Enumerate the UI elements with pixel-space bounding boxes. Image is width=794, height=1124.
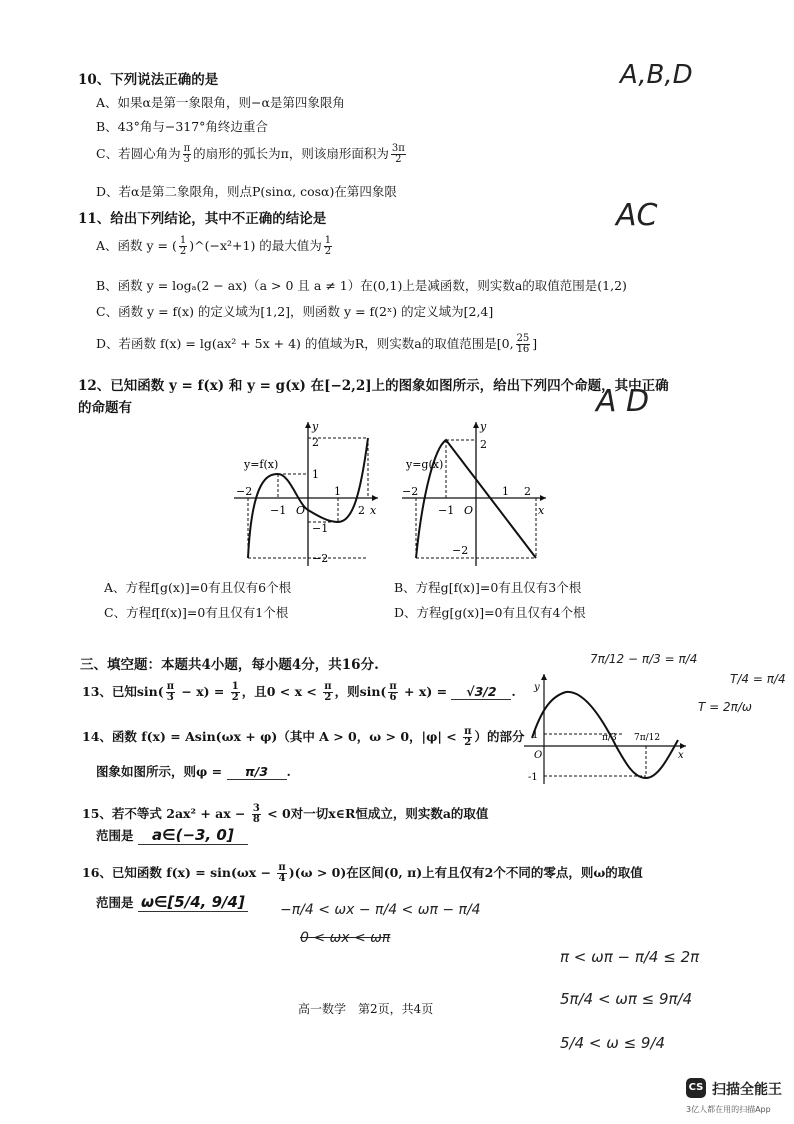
graph-g-x-label: x <box>538 504 545 517</box>
q13-answer: √3/2 <box>451 684 511 700</box>
q12-option-d: D、方程g[g(x)]=0有且仅有4个根 <box>394 605 586 620</box>
q14-graph <box>522 668 690 788</box>
q14-graph-x-label: x <box>678 750 684 761</box>
q14-text: 14、函数 f(x) = Asin(ωx + φ)（其中 A > 0，ω > 0，|φ| < $\frac{\pi}{2}$ ）的部分 <box>82 726 525 748</box>
scanner-tagline: 3亿人都在用的扫描App <box>686 1105 771 1114</box>
q16-answer: ω∈[5/4, 9/4] <box>138 893 248 912</box>
q16-hw-bottom-1: π < ωπ − π/4 ≤ 2π <box>560 948 700 966</box>
graph-f-tick-neg1: −1 <box>270 504 287 517</box>
graph-f-tick-1: 1 <box>334 485 341 498</box>
q12-stem-line2: 的命题有 <box>78 400 132 416</box>
q13-text: 13、已知sin( $\frac{\pi}{3}$ − x) = $\frac{1}{2}$ ，且0 < x < $\frac{\pi}{2}$ ，则sin( $\frac{\pi}{6}$ + x) = √3/2 . <box>82 681 516 703</box>
q14-graph-tick-t1: π/3 <box>602 733 617 743</box>
page-footer: 高一数学 第2页，共4页 <box>298 1002 434 1016</box>
q15-answer: a∈(−3, 0] <box>138 826 248 845</box>
q11-option-b: B、函数 y = logₐ(2 − ax)（a > 0 且 a ≠ 1）在(0,1)上是减函数，则实数a的取值范围是(1,2) <box>96 278 627 293</box>
graph-g-tick-neg2: −2 <box>402 485 419 498</box>
graph-f-tick-2: 2 <box>358 504 365 517</box>
q15-text: 15、若不等式 2ax² + ax − $\frac{3}{8}$ < 0对一切x∈R恒成立，则实数a的取值 <box>82 803 489 825</box>
q12-option-a: A、方程f[g(x)]=0有且仅有6个根 <box>104 580 292 595</box>
q10-option-a: A、如果α是第一象限角，则−α是第四象限角 <box>96 95 345 110</box>
q14-answer: π/3 <box>227 764 287 780</box>
graph-f-label: y=f(x) <box>244 458 279 471</box>
q10-handwritten-answer: A,B,D <box>620 60 693 90</box>
q16-hw-bottom-3: 5/4 < ω ≤ 9/4 <box>560 1034 666 1052</box>
q16-hw-work-1: −π/4 < ωx − π/4 < ωπ − π/4 <box>280 902 481 918</box>
graph-g-origin: O <box>464 504 474 517</box>
graph-f-y-arrow <box>305 422 311 428</box>
q10-stem: 10、下列说法正确的是 <box>78 72 219 88</box>
q14-graph-y-label: y <box>534 682 540 693</box>
q11-handwritten-answer: AC <box>616 198 658 233</box>
q11-stem: 11、给出下列结论，其中不正确的结论是 <box>78 211 327 227</box>
graph-f-tick-yneg2: −2 <box>312 552 329 565</box>
scanner-name: 扫描全能王 <box>712 1082 782 1098</box>
graph-f-tick-yneg1: −1 <box>312 522 329 535</box>
graph-g-tick-yneg2: −2 <box>452 544 469 557</box>
graph-g-x-arrow <box>540 495 546 501</box>
q14-graph-y-arrow <box>541 674 547 680</box>
graph-g-tick-2: 2 <box>524 485 531 498</box>
graph-f-x-arrow <box>372 495 378 501</box>
q10-option-c: C、若圆心角为 $\frac{\pi}{3}$ 的扇形的弧长为π，则该扇形面积为 $\frac{3\pi}{2}$ <box>96 143 405 165</box>
q14-hw-line-3: T = 2π/ω <box>698 700 752 714</box>
q16-text: 16、已知函数 f(x) = sin(ωx − $\frac{\pi}{4}$ )(ω > 0)在区间(0, π)上有且仅有2个不同的零点，则ω的取值 <box>82 862 643 884</box>
graph-g-label: y=g(x) <box>406 458 444 471</box>
q15-line2: 范围是 a∈(−3, 0] <box>96 826 248 845</box>
section3-title: 三、填空题：本题共4小题，每小题4分，共16分. <box>80 657 379 673</box>
q14-line2: 图象如图所示，则φ = π/3 . <box>96 764 291 779</box>
graph-g-y-arrow <box>473 422 479 428</box>
q11-option-d: D、若函数 f(x) = lg(ax² + 5x + 4) 的值域为R，则实数a的取值范围是[0, $\frac{25}{16}$ ] <box>96 333 538 355</box>
graph-g <box>400 418 550 568</box>
q16-hw-bottom-2: 5π/4 < ωπ ≤ 9π/4 <box>560 990 693 1008</box>
graph-g-y-label: y <box>480 420 487 433</box>
q14-graph-tick-1: 1 <box>532 730 539 741</box>
graph-f-tick-y1: 1 <box>312 468 319 481</box>
graph-f-x-label: x <box>370 504 377 517</box>
graph-f <box>232 418 382 568</box>
graph-f-origin: O <box>296 504 306 517</box>
q12-option-b: B、方程g[f(x)]=0有且仅有3个根 <box>394 580 582 595</box>
graph-g-tick-y2: 2 <box>480 438 487 451</box>
graph-g-tick-1: 1 <box>502 485 509 498</box>
q10-option-d: D、若α是第二象限角，则点P(sinα, cosα)在第四象限 <box>96 184 397 199</box>
scanner-logo: CS <box>686 1078 706 1098</box>
graph-g-tick-neg1: −1 <box>438 504 455 517</box>
q14-graph-tick-t2: 7π/12 <box>634 733 661 743</box>
q14-graph-origin: O <box>534 750 543 761</box>
q12-handwritten-answer: A D <box>596 384 650 419</box>
q16-hw-work-2: 0 < ωx < ωπ <box>300 930 391 946</box>
graph-f-tick-y2: 2 <box>312 436 319 449</box>
q14-hw-line-1: 7π/12 − π/3 = π/4 <box>590 652 698 666</box>
q14-graph-tick-neg1: -1 <box>528 772 538 783</box>
q11-option-c: C、函数 y = f(x) 的定义域为[1,2]，则函数 y = f(2ˣ) 的定义域为[2,4] <box>96 304 494 319</box>
graph-f-y-label: y <box>312 420 319 433</box>
q16-line2: 范围是 ω∈[5/4, 9/4] <box>96 893 248 912</box>
q12-stem: 12、已知函数 y = f(x) 和 y = g(x) 在[−2,2]上的图象如图所示，给出下列四个命题，其中正确 <box>78 378 669 394</box>
q14-graph-x-arrow <box>680 743 686 749</box>
q11-option-a: A、函数 y = ( $\frac{1}{2}$ )^(−x²+1) 的最大值为 $\frac{1}{2}$ <box>96 235 332 257</box>
q14-hw-line-2: T/4 = π/4 <box>730 672 786 686</box>
q10-option-b: B、43°角与−317°角终边重合 <box>96 119 268 134</box>
q12-option-c: C、方程f[f(x)]=0有且仅有1个根 <box>104 605 289 620</box>
graph-f-tick-neg2: −2 <box>236 485 253 498</box>
